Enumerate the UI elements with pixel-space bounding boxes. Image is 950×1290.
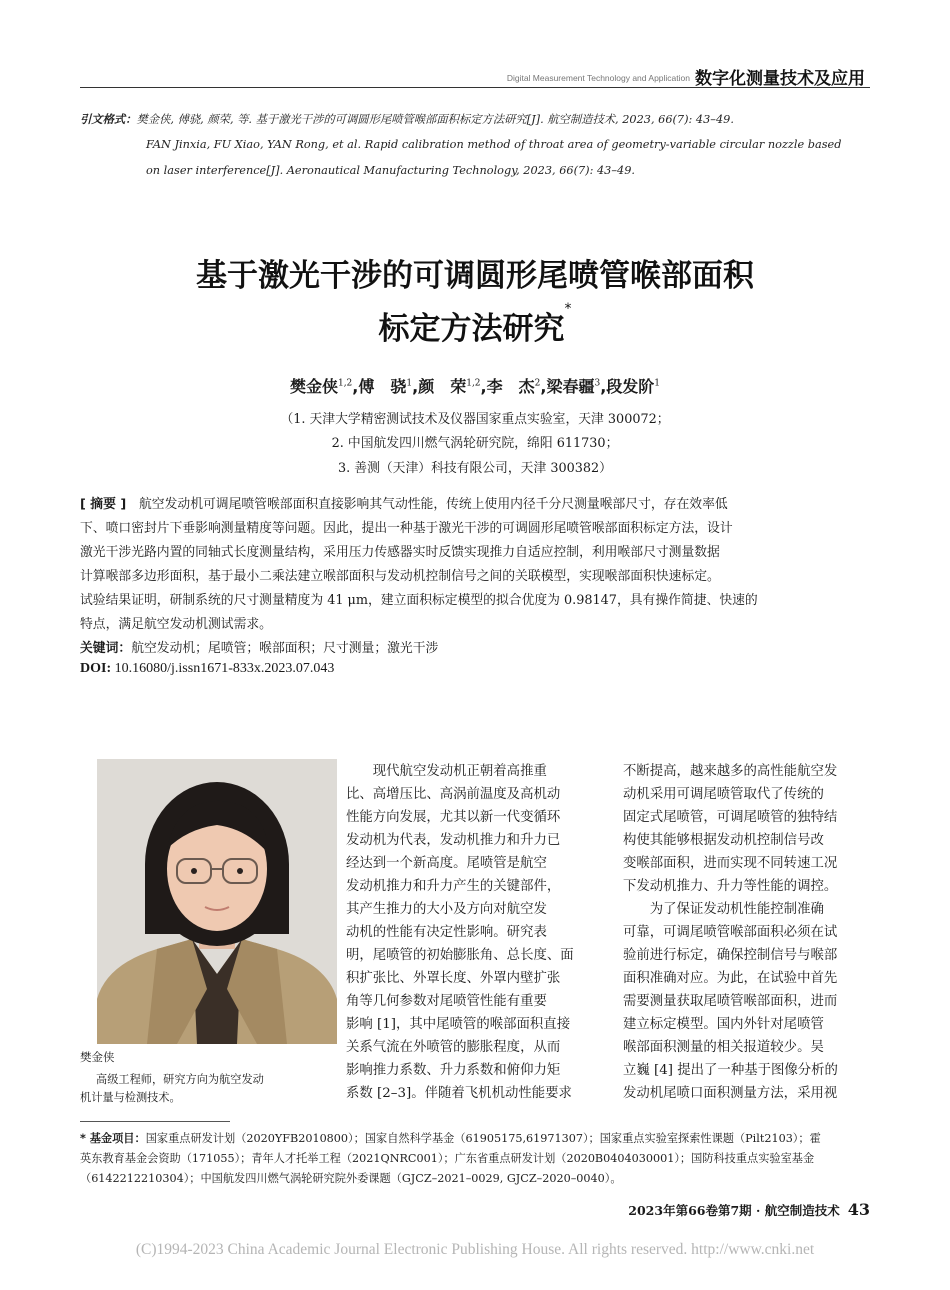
page-number: 43 [847,1200,870,1219]
author-bio-name: 樊金侠 [80,1050,115,1064]
body-line: 其产生推力的大小及方向对航空发 [346,902,547,917]
body-line: 构使其能够根据发动机控制信号改 [623,833,824,848]
body-line: 关系气流在外喷管的膨胀程度，从而 [346,1040,561,1055]
footnote-line: 英东教育基金会资助（171055）；青年人才托举工程（2021QNRC001）；广东省重点研发计划（2020B0404030001）；国防科技重点实验室基金 [80,1152,815,1165]
body-line: 影响 [1]，其中尾喷管的喉部面积直接 [346,1017,571,1032]
body-line: 现代航空发动机正朝着高推重 [346,764,547,779]
body-line: 比、高增压比、高涡前温度及高机动 [346,787,561,802]
abstract-line: 试验结果证明，研制系统的尺寸测量精度为 41 μm，建立面积标定模型的拟合优度为 0.98147，具有操作简捷、快速的 [80,593,758,608]
abstract-line: 特点，满足航空发动机测试需求。 [80,617,272,632]
body-line: 建立标定模型。国内外针对尾喷管 [623,1017,824,1032]
author: 樊金侠$^{1,2}$ [289,377,353,396]
citation-en-line: on laser interference[J]. Aeronautical Manufacturing Technology, 2023, 66(7): 43–49. [146,164,635,177]
body-line: 面积准确对应。为此，在试验中首先 [623,971,838,986]
citation-en-line: FAN Jinxia, FU Xiao, YAN Rong, et al. Rapid calibration method of throat area of geometry-variable circular nozzle based [146,138,842,151]
paper-title-line1: 基于激光干涉的可调圆形尾喷管喉部面积 [196,258,754,294]
affiliation-line: 2. 中国航发四川燃气涡轮研究院，绵阳 611730； [331,436,619,451]
author-bio-desc: 机计量与检测技术。 [80,1091,181,1104]
abstract-line: 航空发动机可调尾喷管喉部面积直接影响其气动性能，传统上使用内径千分尺测量喉部尺寸，存在效率低 [139,497,728,512]
body-line: 为了保证发动机性能控制准确 [623,902,824,917]
body-line: 喉部面积测量的相关报道较少。吴 [623,1040,824,1055]
footnote-label: * 基金项目： [80,1132,146,1145]
author: 李 杰$^2$ [486,377,541,396]
body-line: 立巍 [4] 提出了一种基于图像分析的 [623,1063,838,1078]
body-line: 动机采用可调尾喷管取代了传统的 [623,787,824,802]
body-line: 积扩张比、外罩长度、外罩内壁扩张 [346,971,561,986]
keywords: 关键词：航空发动机；尾喷管；喉部面积；尺寸测量；激光干涉 [80,641,439,656]
citation-cn: 樊金侠, 傅骁, 颜荣, 等. 基于激光干涉的可调圆形尾喷管喉部面积标定方法研究[J]. 航空制造技术, 2023, 66(7): 43–49. [136,113,734,126]
body-line: 经达到一个新高度。尾喷管是航空 [346,856,547,871]
body-line: 动机的性能有决定性影响。研究表 [346,925,547,940]
body-line: 变喉部面积，进而实现不同转速工况 [623,856,838,871]
body-line: 发动机尾喷口面积测量方法，采用视 [623,1086,838,1101]
title-footnote-mark: * [564,301,572,317]
author-portrait-image [97,759,337,1044]
body-line: 系数 [2–3]。伴随着飞机机动性能要求 [346,1086,572,1101]
author: 段发阶$^1$ [606,377,661,396]
author: 颜 荣$^{1,2}$ [418,377,481,396]
page-footer [590,1200,870,1219]
issue-info: 2023年第66卷第7期 · 航空制造技术 [628,1203,840,1218]
body-line: 固定式尾喷管，可调尾喷管的独特结 [623,810,838,825]
body-line: 角等几何参数对尾喷管性能有重要 [346,994,547,1009]
journal-section-en: Digital Measurement Technology and Application [506,73,690,83]
affiliation-line: （1. 天津大学精密测试技术及仪器国家重点实验室，天津 300072； [280,412,670,427]
footnote-line: （6142212210304）；中国航发四川燃气涡轮研究院外委课题（GJCZ–2021–0029, GJCZ–2020–0040）。 [80,1172,622,1185]
author-bio-desc: 高级工程师，研究方向为航空发动 [96,1073,264,1086]
body-line: 不断提高，越来越多的高性能航空发 [623,764,838,779]
paper-title-line2: 标定方法研究* [378,301,572,347]
abstract-line: 计算喉部多边形面积，基于最小二乘法建立喉部面积与发动机控制信号之间的关联模型，实现喉部面积快速标定。 [80,569,720,584]
abstract-line: 激光干涉光路内置的同轴式长度测量结构，采用压力传感器实时反馈实现推力自适应控制，利用喉部尺寸测量数据 [80,545,720,560]
abstract-label: [ 摘要 ] [80,497,127,512]
author: 梁春疆$^3$ [546,377,601,396]
body-line: 需要测量获取尾喷管喉部面积，进而 [623,994,838,1009]
citation-label: 引文格式： [80,112,137,126]
journal-section-cn: 数字化测量技术及应用 [695,69,865,89]
body-line: 下发动机推力、升力等性能的调控。 [623,879,838,894]
copyright-notice: (C)1994-2023 China Academic Journal Electronic Publishing House. All rights reserved. http://www.cnki.net [135,1241,815,1258]
footnote-rule [80,1121,230,1122]
header-rule [80,87,870,88]
abstract-line: 下、喷口密封片下垂影响测量精度等问题。因此，提出一种基于激光干涉的可调圆形尾喷管喉部面积标定方法，设计 [80,521,733,536]
body-line: 可靠，可调尾喷管喉部面积必须在试 [623,925,838,940]
body-line: 验前进行标定，确保控制信号与喉部 [623,948,838,963]
body-line: 明，尾喷管的初始膨胀角、总长度、面 [346,948,574,963]
affiliation-line: 3. 善测（天津）科技有限公司，天津 300382） [338,461,612,476]
body-line: 发动机为代表，发动机推力和升力已 [346,833,561,848]
abstract-block [80,493,870,683]
body-line: 发动机推力和升力产生的关键部件， [346,879,561,894]
author: 傅 骁$^1$ [358,377,413,396]
author-list: 樊金侠$^{1,2}$,傅 骁$^1$,颜 荣$^{1,2}$,李 杰$^2$,梁春疆$^3$,段发阶$^1$ [289,377,661,396]
doi: DOI: 10.16080/j.issn1671-833x.2023.07.043 [80,661,335,676]
body-line: 性能方向发展，尤其以新一代变循环 [346,810,561,825]
citation-block [80,106,872,186]
body-line: 影响推力系数、升力系数和俯仰力矩 [346,1063,561,1078]
author-photo [97,759,337,1044]
